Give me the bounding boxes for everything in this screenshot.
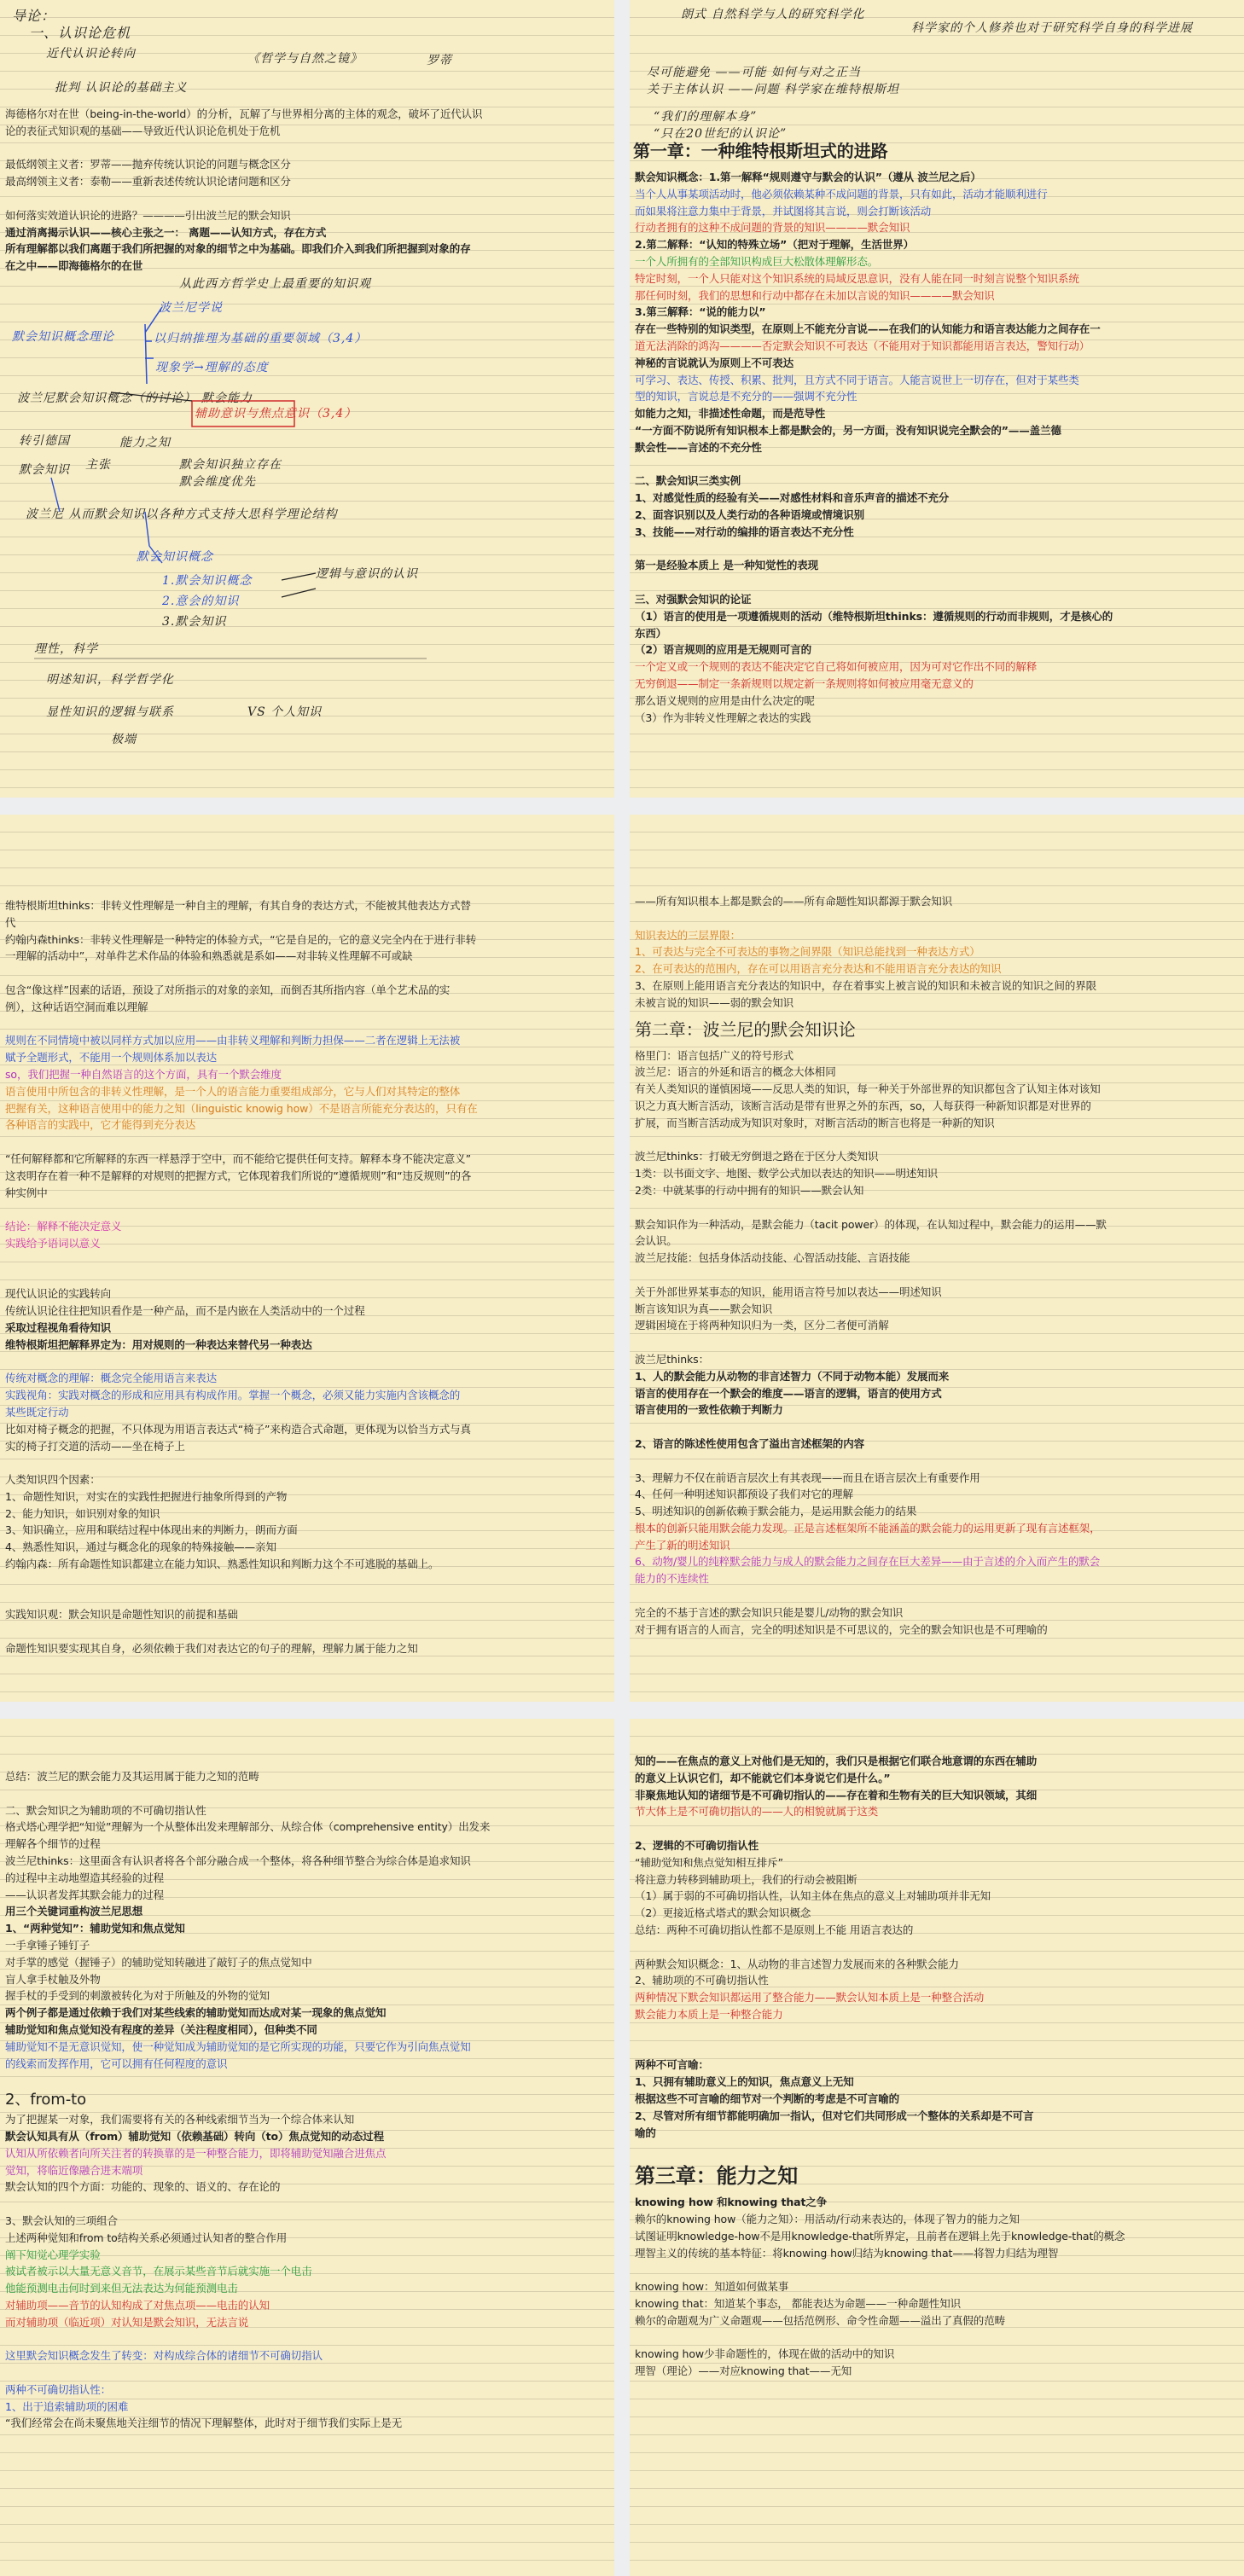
- text-line: 东西）: [635, 626, 667, 640]
- text-line: 那么语义规则的应用是由什么决定的呢: [635, 693, 815, 707]
- text-line: 4、熟悉性知识，通过与概念化的现象的特殊接触——亲知: [5, 1540, 276, 1554]
- hw-note: 近代认识论转向: [46, 47, 136, 61]
- text-line: 存在一些特别的知识类型，在原则上不能充分言说——在我们的认知能力和语言表达能力之间存在一: [635, 322, 1101, 336]
- text-line: 而如果将注意力集中于背景，并试图将其言说，则会打断该活动: [635, 204, 932, 218]
- blank-line: [5, 2364, 607, 2382]
- text-line: 默会能力本质上是一种整合能力: [635, 2007, 783, 2021]
- text-line: 两种不可确切指认性：: [5, 2382, 112, 2396]
- text-line: 2类：中就某事的行动中拥有的知识——默会认知: [635, 1183, 864, 1197]
- hw-note: 波兰尼学说: [159, 301, 223, 315]
- text-line: 把握有关，这种语言使用中的能力之知（linguistic knowig how）不是语言所能充分表达的，只有在: [5, 1101, 478, 1115]
- text-line: 喻的: [635, 2126, 656, 2139]
- hw-note: 默会知识概念理论: [12, 330, 114, 344]
- text-line: 所有理解都以我们离题于我们所把握的对象的细节之中为基础。即我们介入到我们所把握到对象的存: [5, 242, 471, 256]
- text-line: 这表明存在着一种不是解释的对规则的把握方式，它体现着我们所说的“遵循规则”和“违反规则”的各: [5, 1169, 472, 1182]
- page-2: [630, 0, 1244, 798]
- text-line: 现代认识论的实践转向: [5, 1287, 112, 1301]
- hw-note: 能力之知: [119, 436, 171, 450]
- text-line: （3）作为非转义性理解之表达的实践: [635, 711, 811, 724]
- text-line: 可学习、表达、传授、积累、批判，且方式不同于语言。人能言说世上一切存在，但对于某些类: [635, 373, 1079, 386]
- text-line: 维特根斯坦thinks：非转义性理解是一种自主的理解，有其自身的表达方式，不能被其他表达方式替: [5, 899, 471, 912]
- hw-note: 辅助意识与焦点意识（3,4）: [195, 407, 358, 421]
- text-line: 盲人拿手杖触及外物: [5, 1972, 101, 1986]
- text-line: 默会性——言述的不充分性: [635, 440, 762, 454]
- text-line: 波兰尼thinks：这里面含有认识者将各个部分融合成一个整体，将各种细节整合为综合体是追求知识: [5, 1854, 471, 1867]
- text-line: 1、只拥有辅助意义上的知识，焦点意义上无知: [635, 2075, 854, 2089]
- hw-note: 默会知识: [19, 463, 70, 477]
- blank-line: [5, 1354, 607, 1371]
- blank-line: [635, 1199, 1237, 1216]
- hw-note: 默会知识概念: [137, 550, 213, 564]
- hw-note: 波兰尼 从而默会知识以各种方式支持大思科学理论结构: [26, 508, 338, 521]
- hw-heading: 一、认识论危机: [29, 25, 131, 41]
- text-line: 用三个关键词重构波兰尼思想: [5, 1905, 143, 1918]
- blank-line: [5, 1252, 607, 1269]
- blank-line: [635, 1419, 1237, 1436]
- hw-note: 关于主体认识 ——问题 科学家在维特根斯坦: [647, 83, 899, 96]
- text-line: 两种情况下默会知识都运用了整合能力——默会认知本质上是一种整合活动: [635, 1991, 985, 2005]
- chapter-2-title: 第二章：波兰尼的默会知识论: [635, 1018, 856, 1040]
- text-line: 当个人从事某项活动时，他必须依赖某种不成问题的背景，只有如此，活动才能顺利进行: [635, 187, 1048, 200]
- text-line: 产生了新的明述知识: [635, 1538, 730, 1552]
- text-line: 被试者被示以大量无意义音节，在展示某些音节后就实施一个电击: [5, 2265, 312, 2278]
- blank-line: [635, 2261, 1237, 2278]
- hw-note: 3.默会知识: [162, 615, 227, 629]
- text-line: 1、对感觉性质的经验有关——对感性材料和音乐声音的描述不充分: [635, 491, 950, 505]
- hw-note: 波兰尼默会知识概念（的讨论）: [17, 392, 196, 405]
- text-line: 3、理解力不仅在前语言层次上有其表现——而且在语言层次上有重要作用: [635, 1471, 980, 1484]
- hw-note: 《哲学与自然之镜》: [247, 52, 363, 66]
- text-line: 3、技能——对行动的编排的语言表达不充分性: [635, 525, 854, 538]
- hw-note: 默会维度优先: [179, 475, 256, 489]
- text-line: 2、逻辑的不可确切指认性: [635, 1838, 759, 1852]
- text-line: 默会知识概念：1.第一解释“规则遵守与默会的认识”（遵从 波兰尼之后）: [635, 171, 981, 183]
- hw-note: 现象学→理解的态度: [155, 361, 269, 374]
- hw-note: 从此西方哲学史上最重要的知识观: [179, 277, 371, 291]
- text-line: 道无法消除的鸿沟————否定默会知识不可表达（不能用对于知识都能用语言表达，警知行动）: [635, 339, 1090, 352]
- blank-line: [635, 1132, 1237, 1149]
- text-line: 的过程中主动地塑造其经验的过程: [5, 1871, 165, 1884]
- typed-block: [5, 106, 607, 275]
- blank-line: [5, 2072, 607, 2089]
- text-line: 命题性知识要实现其自身，必须依赖于我们对表达它的句子的理解，理解力属于能力之知: [5, 1642, 418, 1656]
- typed-block: [5, 1768, 607, 2432]
- text-line: 二、默会知识之为辅助项的不可确切指认性: [5, 1803, 206, 1817]
- text-line: 会认识。: [635, 1234, 677, 1248]
- text-line: 3.第三解释：“说的能力以”: [635, 305, 766, 319]
- text-line: 某些既定行动: [5, 1405, 69, 1419]
- text-line: 对辅助项——音节的认知构成了对焦点项——电击的认知: [5, 2298, 270, 2312]
- text-line: 赖尔的knowing how（能力之知）：用活动/行动来表达的，体现了智力的能力之知: [635, 2212, 1020, 2225]
- text-line: 总结：两种不可确切指认性都不是原则上不能 用语言表达的: [635, 1923, 914, 1936]
- text-line: 代: [5, 915, 16, 929]
- text-line: 三、对强默会知识的论证: [635, 592, 752, 606]
- blank-line: [5, 1201, 607, 1218]
- hw-note: 极端: [111, 733, 137, 746]
- text-line: 完全的不基于言述的默会知识只能是婴儿/动物的默会知识: [635, 1605, 904, 1619]
- text-line: 2、在可表达的范围内，存在可以用语言充分表达和不能用语言充分表达的知识: [635, 962, 1002, 976]
- text-line: 默会知识作为一种活动，是默会能力（tacit power）的体现，在认知过程中，默会能力的运用——默: [635, 1217, 1107, 1231]
- text-line: “任何解释都和它所解释的东西一样悬浮于空中，而不能给它提供任何支持。解释本身不能决定意义”: [5, 1152, 471, 1165]
- chapter-1-title: 第一章：一种维特根斯坦式的进路: [633, 141, 888, 161]
- text-line: 2、尽管对所有细节都能明确加一指认，但对它们共同形成一个整体的关系却是不可言: [635, 2109, 1034, 2122]
- text-line: 断言该知识为真——默会知识: [635, 1302, 773, 1315]
- text-line: 波兰尼thinks：打破无穷倒退之路在于区分人类知识: [635, 1150, 879, 1163]
- section-heading: 2、from-to: [5, 2091, 87, 2109]
- hw-note: 尽可能避免 ——可能 如何与对之正当: [647, 66, 861, 79]
- text-line: 4、任何一种明述知识都预设了我们对它的理解: [635, 1488, 853, 1501]
- text-line: 2、辅助项的不可确切指认性: [635, 1974, 769, 1987]
- text-line: 对手掌的感觉（握锤子）的辅助觉知转融进了敲钉子的焦点觉知中: [5, 1955, 312, 1969]
- text-line: “一方面不防说所有知识根本上都是默会的，另一方面，没有知识说完全默会的”——盖兰德: [635, 423, 1061, 437]
- text-line: 理解各个细节的过程: [5, 1837, 101, 1851]
- typed-block: [5, 897, 607, 1657]
- text-line: 为了把握某一对象，我们需要将有关的各种线索细节当为一个综合体来认知: [5, 2113, 355, 2126]
- text-line: 的意义上认识它们，却不能就它们本身说它们是什么。”: [635, 1771, 891, 1784]
- blank-line: [635, 1939, 1237, 1956]
- text-line: 特定时刻，一个人只能对这个知识系统的局域反思意识，没有人能在同一时刻言说整个知识系统: [635, 271, 1079, 285]
- blank-line: [635, 1267, 1237, 1284]
- text-line: 种实例中: [5, 1186, 48, 1199]
- text-line: 辅助觉知和焦点觉知没有程度的差异（关注程度相同），但种类不同: [5, 2022, 317, 2036]
- text-line: 格式塔心理学把“知觉”理解为一个从整体出发来理解部分、从综合体（comprehensive entity）出发来: [5, 1820, 491, 1834]
- blank-line: [5, 1590, 607, 1607]
- text-line: 总结：波兰尼的默会能力及其运用属于能力之知的范畴: [5, 1770, 259, 1783]
- blank-line: [5, 1016, 607, 1033]
- text-line: 最低纲领主义者：罗蒂——抛弃传统认识论的问题与概念区分: [5, 158, 291, 171]
- text-line: 非聚焦地认知的诸细节是不可确切指认的——存在着和生物有关的巨大知识领域，其细: [635, 1788, 1038, 1801]
- text-line: 采取过程视角看待知识: [5, 1320, 112, 1334]
- blank-line: [635, 2040, 1237, 2057]
- text-line: ——所有知识根本上都是默会的——所有命题性知识都源于默会知识: [635, 895, 953, 908]
- hw-note: 转引德国: [19, 434, 70, 448]
- hw-note: 批判 认识论的基础主义: [55, 81, 188, 95]
- text-line: 1、可表达与完全不可表达的事物之间界限（知识总能找到一种表达方式）: [635, 945, 980, 959]
- blank-line: [635, 1820, 1237, 1837]
- text-line: knowing how：知道如何做某事: [635, 2280, 789, 2294]
- text-line: 语言的使用存在一个默会的维度——语言的逻辑，语言的使用方式: [635, 1386, 942, 1400]
- text-line: 规则在不同情境中被以同样方式加以应用——由非转义理解和判断力担保——二者在逻辑上无法被: [5, 1034, 461, 1047]
- text-line: “我们经常会在尚未聚焦地关注细节的情况下理解整体，此时对于细节我们实际上是无: [5, 2416, 403, 2430]
- text-line: “辅助觉知和焦点觉知相互排斥”: [635, 1855, 783, 1869]
- text-line: 如何落实效道认识论的进路？————引出波兰尼的默会知识: [5, 208, 291, 222]
- text-line: 5、明述知识的创新依赖于默会能力，是运用默会能力的结果: [635, 1505, 917, 1518]
- text-line: 波兰尼技能：包括身体活动技能、心智活动技能、言语技能: [635, 1251, 910, 1265]
- text-line: 海德格尔对在世（being-in-the-world）的分析，瓦解了与世界相分离的主体的观念，破坏了近代认识: [5, 107, 483, 120]
- text-line: 人类知识四个因素：: [5, 1473, 101, 1487]
- hw-note: 显性知识的逻辑与联系: [46, 705, 174, 719]
- text-line: （2）语言规则的应用是无规则可言的: [635, 643, 811, 657]
- text-line: 辅助觉知不是无意识觉知，使一种觉知成为辅助觉知的是它所实现的功能，只要它作为引向焦点觉知: [5, 2039, 471, 2053]
- hw-note: 朗式 自然科学与人的研究科学化: [681, 8, 865, 21]
- hw-note: 罗蒂: [427, 54, 452, 67]
- text-line: 6、动物/婴儿的纯粹默会能力与成人的默会能力之间存在巨大差异——由于言述的介入而产生的默会: [635, 1555, 1101, 1569]
- hw-note: 理性，科学: [34, 642, 98, 656]
- blank-line: [635, 2023, 1237, 2040]
- text-line: 3、在原则上能用语言充分表达的知识中，存在着事实上被言说的知识和未被言说的知识之间的界限: [635, 978, 1097, 992]
- hw-note: 2.意会的知识: [162, 595, 240, 608]
- text-line: 实践知识观：默会知识是命题性知识的前提和基础: [5, 1608, 238, 1622]
- typed-block: [635, 1753, 1237, 2380]
- hw-note: 明述知识，科学哲学化: [46, 673, 174, 687]
- hw-title: 导论：: [12, 8, 56, 24]
- text-line: 实践视角：实践对概念的形成和应用具有构成作用。掌握一个概念，必须又能力实施内含该概念的: [5, 1389, 461, 1402]
- text-line: 阐下知觉心理学实验: [5, 2248, 101, 2261]
- text-line: 认知从所依赖者向所关注者的转换靠的是一种整合能力，即将辅助觉知融合进焦点: [5, 2146, 387, 2160]
- blank-line: [5, 1134, 607, 1151]
- text-line: 2、语言的陈述性使用包含了溢出言述框架的内容: [635, 1436, 864, 1450]
- text-line: 的线索而发挥作用，它可以拥有任何程度的意识: [5, 2057, 228, 2070]
- text-line: 最高纲领主义者：泰勒——重新表述传统认识论诸问题和区分: [5, 175, 291, 189]
- text-line: 那任何时刻，我们的思想和行动中都存在未加以言说的知识————默会知识: [635, 288, 995, 302]
- hw-note: 默会能力: [201, 392, 253, 405]
- blank-line: [5, 140, 607, 157]
- text-line: 各种语言的实践中，它才能得到充分表达: [5, 1118, 196, 1132]
- text-line: 比如对椅子概念的把握，不只体现为用语言表达式“椅子”来构造合式命题，更体现为以恰当方式与真: [5, 1422, 471, 1436]
- text-line: 能力的不连续性: [635, 1572, 709, 1586]
- text-line: 3、知识确立，应用和联结过程中体现出来的判断力，朗而方面: [5, 1523, 298, 1537]
- text-line: 这里默会知识概念发生了转变：对构成综合体的诸细节不可确切指认: [5, 2349, 323, 2363]
- text-line: knowing how少非命题性的，体现在做的活动中的知识: [635, 2347, 895, 2361]
- text-line: 一理解的活动中”，对单件艺术作品的体验和熟悉就是系如——对非转义性理解不可或缺: [5, 949, 413, 963]
- text-line: 节大体上是不可确切指认的——人的相貌就属于这类: [635, 1805, 879, 1819]
- text-line: 未被言说的知识——弱的默会知识: [635, 995, 794, 1009]
- hw-note: 1.默会知识概念: [162, 574, 253, 588]
- text-line: 2、能力知识，如识别对象的知识: [5, 1506, 160, 1520]
- text-line: 握手杖的手受到的刺激被转化为对于所触及的外物的觉知: [5, 1989, 270, 2003]
- hw-note: 以归纳推理为基础的重要领域（3,4）: [154, 332, 368, 345]
- text-line: 理智主义的传统的基本特征：将knowing how归结为knowing that——将智力归结为理智: [635, 2246, 1059, 2260]
- text-line: 扩展，而当断言活动成为知识对象时，对断言活动的断言也将是一种新的知识: [635, 1116, 995, 1129]
- blank-line: [5, 2196, 607, 2213]
- blank-line: [635, 574, 1237, 591]
- blank-line: [5, 1785, 607, 1802]
- text-line: 2、面容识别以及人类行动的各种语境或情境识别: [635, 508, 864, 521]
- text-line: 波兰尼：语言的外延和语言的概念大体相同: [635, 1065, 836, 1079]
- text-line: 赖尔的命题观为广义命题观——包括范例形、命令性命题——溢出了真假的范畴: [635, 2313, 1006, 2327]
- text-line: 根据这些不可言喻的细节对一个判断的考虑是不可言喻的: [635, 2092, 900, 2105]
- text-line: 3、默会认知的三项组合: [5, 2213, 118, 2227]
- chapter-3-title: 第三章：能力之知: [635, 2164, 799, 2189]
- text-line: 维特根斯坦把解释界定为：用对规则的一种表达来替代另一种表达: [5, 1337, 312, 1351]
- text-line: 1、“两种觉知”：辅助觉知和焦点觉知: [5, 1922, 185, 1935]
- blank-line: [5, 1573, 607, 1590]
- text-line: 识之力真大断言活动，该断言活动是带有世界之外的东西，so，人每获得一种新知识都是对世界的: [635, 1099, 1091, 1112]
- blank-line: [635, 456, 1237, 473]
- text-line: 语言使用中所包含的非转义性理解，是一个人的语言能力重要组成部分，它与人们对其特定的整体: [5, 1084, 461, 1098]
- text-line: 无穷倒退——制定一条新规则以规定新一条规则将如何被应用毫无意义的: [635, 676, 974, 690]
- text-line: 语言使用的一致性依赖于判断力: [635, 1403, 783, 1417]
- text-line: 实的椅子打交道的活动——坐在椅子上: [5, 1439, 185, 1453]
- text-line: 关于外部世界某事态的知识，能用语言符号加以表达——明述知识: [635, 1285, 942, 1298]
- text-line: 1类：以书面文字、地图、数学公式加以表达的知识——明述知识: [635, 1167, 939, 1181]
- text-line: 觉知，将临近像融合进末端项: [5, 2163, 143, 2177]
- text-line: 型的知识，言说总是不充分的——强调不充分性: [635, 390, 857, 403]
- text-line: 默会认知的四个方面：功能的、现象的、语义的、存在论的: [5, 2180, 281, 2194]
- blank-line: [5, 1269, 607, 1286]
- text-line: 逻辑困境在于将两种知识归为一类，区分二者便可消解: [635, 1319, 889, 1332]
- hw-note: “只在20世纪的认识论”: [654, 127, 788, 141]
- text-line: 1、人的默会能力从动物的非言述智力（不同于动物本能）发展而来: [635, 1369, 950, 1383]
- text-line: 格里门：语言包括广义的符号形式: [635, 1048, 794, 1062]
- text-line: 2.第二解释：“认知的特殊立场”（把对于理解，生活世界）: [635, 238, 915, 252]
- text-line: 行动者拥有的这种不成问题的背景的知识————默会知识: [635, 221, 910, 235]
- text-line: knowing how 和knowing that之争: [635, 2196, 828, 2209]
- text-line: 上述两种觉知和from to结构关系必须通过认知者的整合作用: [5, 2231, 288, 2244]
- page-5: [0, 1719, 614, 2576]
- text-line: 结论：解释不能决定意义: [5, 1220, 122, 1233]
- blank-line: [5, 1623, 607, 1640]
- text-line: 通过消离揭示认识——核心主张之一： 离题——认知方式，存在方式: [5, 225, 327, 239]
- page-4: [630, 815, 1244, 1702]
- hw-note: “我们的理解本身”: [654, 110, 758, 124]
- text-line: 根本的创新只能用默会能力发现。正是言述框架所不能涵盖的默会能力的运用更新了现有言述框架，: [635, 1521, 1101, 1535]
- text-line: 包含“像这样”因素的话语，预设了对所指示的对象的亲知，而倒否其所指内容（单个艺术品的实: [5, 983, 451, 996]
- blank-line: [635, 2141, 1237, 2158]
- text-line: 理智（理论）——对应knowing that——无知: [635, 2364, 852, 2378]
- page-1: [0, 0, 614, 798]
- text-line: 实践给予语词以意义: [5, 1236, 101, 1250]
- text-line: 神秘的言说就认为原则上不可表达: [635, 356, 794, 369]
- text-line: knowing that：知道某个事态， 都能表达为命题——一种命题性知识: [635, 2296, 961, 2310]
- hw-note: VS 个人知识: [247, 705, 323, 719]
- blank-line: [5, 1454, 607, 1471]
- page-6: [630, 1719, 1244, 2576]
- blank-line: [635, 541, 1237, 558]
- text-line: 传统对概念的理解：概念完全能用语言来表达: [5, 1372, 218, 1385]
- hw-note: 默会知识独立存在: [179, 458, 282, 472]
- text-line: 一个人所拥有的全部知识构成巨大松散体理解形态。: [635, 254, 879, 268]
- blank-line: [5, 190, 607, 207]
- text-line: 有关人类知识的谨慎困境——反思人类的知识，每一种关于外部世界的知识都包含了认知主体对该知: [635, 1082, 1101, 1096]
- hw-note: 逻辑与意识的认识: [316, 567, 418, 581]
- blank-line: [635, 1587, 1237, 1604]
- hw-note: 科学家的个人修养也对于研究科学自身的科学进展: [911, 21, 1193, 35]
- text-line: 例），这种话语空洞而难以理解: [5, 1000, 148, 1013]
- text-line: 传统认识论往往把知识看作是一种产品，而不是内嵌在人类活动中的一个过程: [5, 1304, 365, 1318]
- text-line: 二、默会知识三类实例: [635, 474, 741, 488]
- text-line: 一手拿锤子锤钉子: [5, 1938, 90, 1952]
- blank-line: [635, 910, 1237, 927]
- text-line: 约翰内森：所有命题性知识都建立在能力知识、熟悉性知识和判断力这个不可逃脱的基础上。: [5, 1558, 439, 1571]
- text-line: 知的——在焦点的意义上对他们是无知的，我们只是根据它们联合地意谓的东西在辅助: [635, 1755, 1038, 1767]
- text-line: 1、命题性知识，对实在的实践性把握进行抽象所得到的产物: [5, 1489, 288, 1503]
- text-line: 约翰内森thinks：非转义性理解是一种特定的体验方式，“它是自足的，它的意义完全内在于进行非转: [5, 932, 477, 946]
- text-line: 波兰尼thinks：: [635, 1352, 709, 1366]
- text-line: 试图证明knowledge-how不是用knowledge-that所界定，且前者在逻辑上先于knowledge-that的概念: [635, 2229, 1125, 2242]
- text-line: （1）语言的使用是一项遵循规则的活动（维特根斯坦thinks：遵循规则的行动而非规则，才是核心的: [635, 609, 1113, 623]
- text-line: 一个定义或一个规则的表达不能决定它自己将如何被应用，因为可对它作出不同的解释: [635, 660, 1038, 674]
- text-line: 如能力之知，非描述性命题，而是范导性: [635, 407, 826, 421]
- text-line: 两种默会知识概念：1、从动物的非言述智力发展而来的各种默会能力: [635, 1957, 959, 1970]
- text-line: 1、出于追索辅助项的困难: [5, 2399, 129, 2413]
- text-line: 两种不可言喻：: [635, 2058, 709, 2072]
- text-line: 第一是经验本质上 是一种知觉性的表现: [635, 559, 819, 572]
- text-line: 赋予全题形式，不能用一个规则体系加以表达: [5, 1051, 218, 1065]
- text-line: 他能预测电击何时到来但无法表达为何能预测电击: [5, 2282, 238, 2295]
- page-3: [0, 815, 614, 1702]
- text-line: 在之中——即海德格尔的在世: [5, 259, 143, 273]
- text-line: 论的表征式知识观的基础——导致近代认识论危机处于危机: [5, 124, 281, 137]
- blank-line: [5, 2331, 607, 2348]
- text-line: 两个例子都是通过依赖于我们对某些线索的辅助觉知而达成对某一现象的焦点觉知: [5, 2006, 387, 2020]
- text-line: so，我们把握一种自然语言的这个方面，具有一个默会维度: [5, 1067, 282, 1081]
- typed-block: [635, 893, 1237, 1638]
- hw-note: 主张: [85, 458, 111, 472]
- text-line: （2）更接近格式塔式的默会知识概念: [635, 1906, 811, 1920]
- text-line: 对于拥有语言的人而言，完全的明述知识是不可思议的，完全的默会知识也是不可理喻的: [635, 1622, 1048, 1636]
- typed-block: [635, 169, 1237, 726]
- blank-line: [635, 1453, 1237, 1470]
- blank-line: [5, 965, 607, 982]
- text-line: ——认识者发挥其默会能力的过程: [5, 1888, 165, 1901]
- text-line: 而对辅助项（临近项）对认知是默会知识，无法言说: [5, 2315, 249, 2329]
- text-line: 默会认知具有从（from）辅助觉知（依赖基础）转向（to）焦点觉知的动态过程: [5, 2129, 384, 2143]
- blank-line: [635, 2329, 1237, 2347]
- text-line: （1）属于弱的不可确切指认性，认知主体在焦点的意义上对辅助项并非无知: [635, 1889, 991, 1903]
- text-line: 知识表达的三层界限：: [635, 928, 741, 942]
- blank-line: [635, 1334, 1237, 1351]
- text-line: 将注意力转移到辅助项上，我们的行动会被阻断: [635, 1872, 857, 1886]
